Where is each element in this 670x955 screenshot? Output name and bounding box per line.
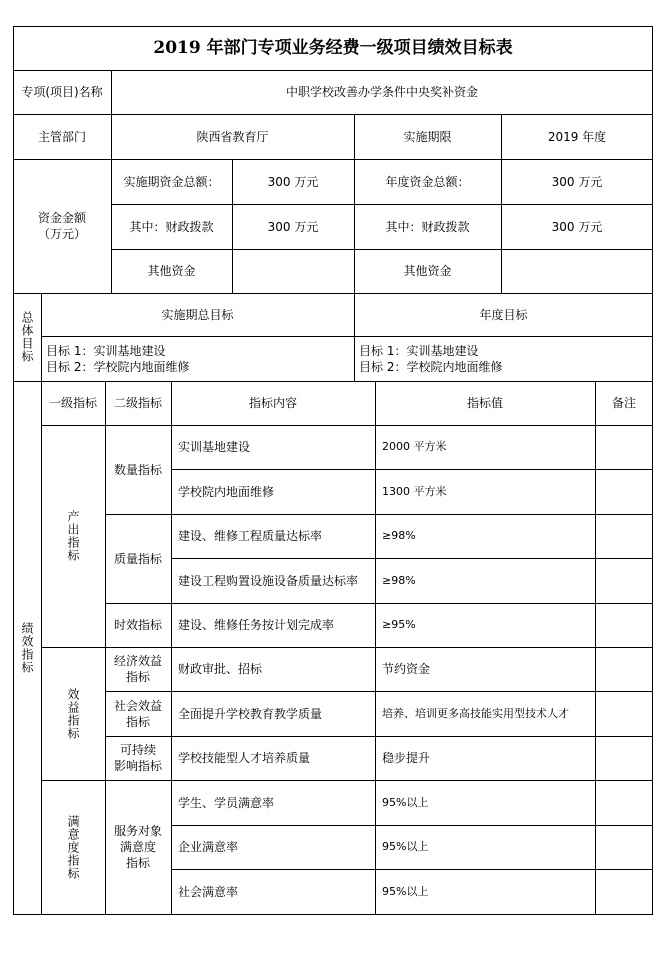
border-line: [171, 469, 653, 470]
table-title: 2019 年部门专项业务经费一级项目绩效目标表: [153, 38, 513, 58]
border-line: [111, 249, 653, 250]
overall-goals-label: 总体目标: [20, 311, 34, 363]
content-row-4: 建设工程购置设施设备质量达标率: [178, 573, 359, 588]
border-line: [13, 381, 653, 382]
indicators-label: 绩效指标: [20, 621, 34, 674]
border-line: [171, 558, 653, 559]
border-line: [13, 914, 653, 915]
border-line: [41, 336, 653, 337]
border-line: [105, 381, 106, 914]
period-goal-2: 目标 2：学校院内地面维修: [46, 359, 190, 374]
level1-benefit: 效益指标: [66, 687, 80, 740]
funds-label: 资金金额 （万元）: [37, 211, 86, 241]
border-line: [13, 293, 653, 294]
content-row-11: 社会满意率: [178, 884, 239, 899]
border-line: [105, 736, 653, 737]
other-funds-value: [232, 249, 354, 293]
fiscal-funds-value: 300 万元: [267, 219, 319, 234]
content-row-3: 建设、维修工程质量达标率: [178, 529, 323, 543]
value-row-1: 2000 平方米: [382, 440, 447, 453]
value-row-4: ≥98%: [382, 573, 416, 587]
level2-timeliness: 时效指标: [113, 618, 162, 632]
project-name-label: 专项(项目)名称: [21, 85, 103, 99]
border-line: [41, 780, 653, 781]
value-row-7: 培养、培训更多高技能实用型技术人才: [382, 706, 569, 720]
value-row-5: ≥95%: [382, 618, 416, 631]
content-row-5: 建设、维修任务按计划完成率: [178, 618, 335, 632]
annual-other-funds-value: [501, 249, 653, 293]
border-line: [105, 691, 653, 692]
level2-quantity: 数量指标: [113, 462, 162, 477]
border-line: [171, 825, 653, 826]
border-line: [501, 114, 502, 293]
annual-fiscal-funds-value: 300 万元: [551, 219, 603, 234]
annual-other-funds-label: 其他资金: [403, 264, 452, 278]
annual-funds-label: 年度资金总额：: [385, 174, 470, 189]
level2-social: 社会效益 指标: [113, 698, 162, 729]
period-goals-list: [41, 336, 354, 381]
border-line: [13, 26, 14, 915]
level1-output: 产出指标: [66, 510, 80, 562]
value-row-2: 1300 平方米: [382, 484, 447, 498]
border-line: [13, 26, 653, 27]
border-line: [171, 381, 172, 914]
border-line: [13, 70, 653, 71]
other-funds-label: 其他资金: [147, 264, 196, 278]
level2-sustainable: 可持续 影响指标: [113, 743, 162, 773]
content-row-9: 学生、学员满意率: [178, 795, 275, 810]
period-label: 实施期限: [403, 129, 452, 144]
header-content: 指标内容: [248, 396, 297, 410]
annual-fiscal-funds-label: 其中：财政拨款: [385, 219, 470, 234]
content-row-10: 企业满意率: [178, 840, 239, 854]
level2-economic: 经济效益 指标: [113, 654, 162, 684]
border-line: [111, 204, 653, 205]
content-row-1: 实训基地建设: [178, 440, 251, 454]
border-line: [13, 114, 653, 115]
border-line: [41, 647, 653, 648]
content-row-7: 全面提升学校教育教学质量: [178, 706, 323, 721]
border-line: [354, 114, 355, 381]
annual-goal-1: 目标 1：实训基地建设: [359, 343, 479, 358]
annual-goals-header: 年度目标: [479, 307, 528, 322]
value-row-3: ≥98%: [382, 529, 416, 542]
annual-funds-value: 300 万元: [551, 174, 603, 189]
content-row-2: 学校院内地面维修: [178, 484, 275, 499]
border-line: [652, 26, 653, 915]
value-row-11: 95%以上: [382, 884, 429, 898]
border-line: [105, 603, 653, 604]
border-line: [41, 425, 653, 426]
level1-satisfaction: 满意度指标: [66, 814, 80, 880]
border-line: [41, 293, 42, 914]
fiscal-funds-label: 其中：财政拨款: [129, 219, 214, 234]
border-line: [595, 381, 596, 914]
header-level2: 二级指标: [113, 396, 162, 410]
level2-service-satisfaction: 服务对象 满意度 指标: [113, 824, 162, 870]
border-line: [13, 159, 653, 160]
annual-goals-list: [354, 336, 653, 381]
header-level1: 一级指标: [48, 396, 97, 410]
border-line: [171, 869, 653, 870]
value-row-6: 节约资金: [382, 662, 431, 676]
value-row-10: 95%以上: [382, 840, 429, 853]
performance-target-table: [13, 26, 653, 916]
period-goals-header: 实施期总目标: [161, 307, 234, 322]
total-funds-value: 300 万元: [267, 174, 319, 189]
border-line: [111, 70, 112, 293]
department-label: 主管部门: [37, 129, 86, 144]
border-line: [375, 381, 376, 914]
content-row-8: 学校技能型人才培养质量: [178, 751, 311, 765]
border-line: [232, 159, 233, 293]
level2-quality: 质量指标: [113, 551, 162, 566]
header-value: 指标值: [466, 396, 503, 410]
period-goal-1: 目标 1：实训基地建设: [46, 343, 166, 358]
period-value: 2019 年度: [547, 129, 607, 144]
total-funds-label: 实施期资金总额：: [123, 174, 220, 189]
department-value: 陕西省教育厅: [196, 129, 269, 144]
value-row-8: 稳步提升: [382, 751, 431, 765]
annual-goal-2: 目标 2：学校院内地面维修: [359, 359, 503, 374]
border-line: [105, 514, 653, 515]
content-row-6: 财政审批、招标: [178, 662, 263, 676]
project-name-value: 中职学校改善办学条件中央奖补资金: [285, 85, 478, 99]
header-note: 备注: [611, 396, 636, 410]
value-row-9: 95%以上: [382, 795, 429, 809]
